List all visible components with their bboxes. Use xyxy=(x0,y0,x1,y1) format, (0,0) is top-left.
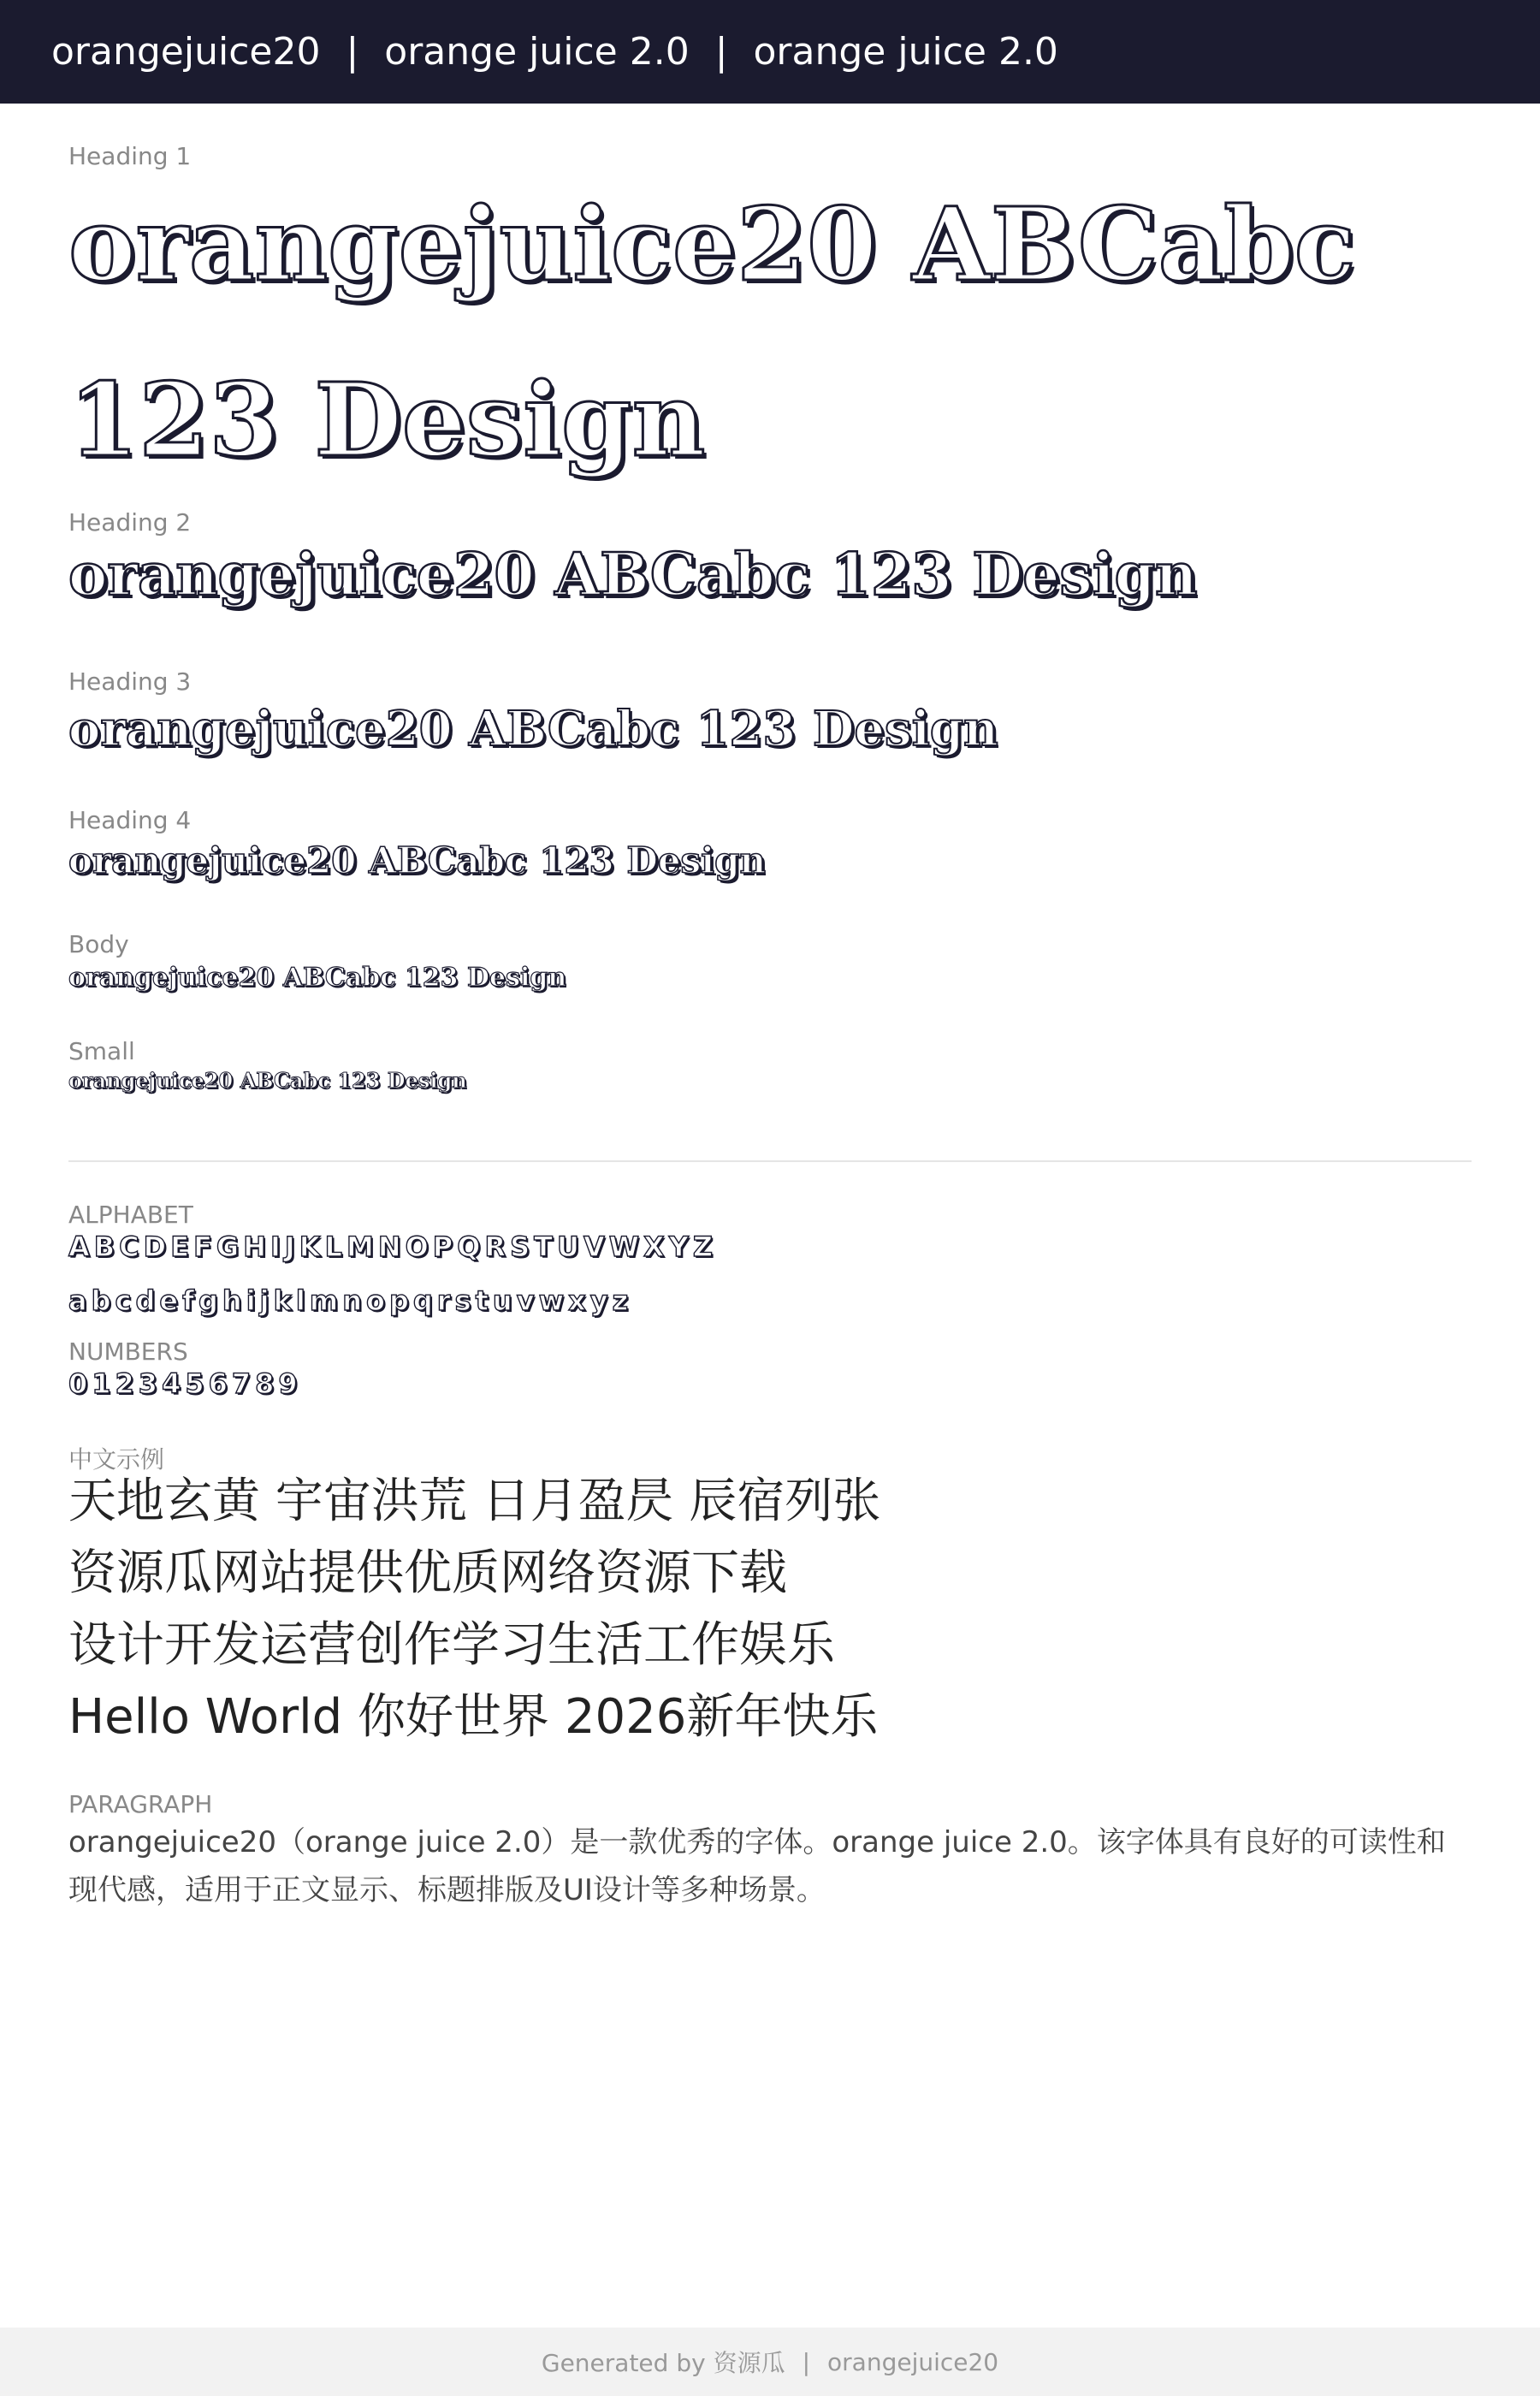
footer-separator: | xyxy=(802,2347,811,2376)
chinese-line-3: 设计开发运营创作学习生活工作娱乐 xyxy=(68,1617,835,1673)
font-name-tertiary: orange juice 2.0 xyxy=(753,30,1058,74)
body-label: Body xyxy=(68,930,129,958)
alphabet-label: ALPHABET xyxy=(68,1201,193,1229)
heading-3-label: Heading 3 xyxy=(68,667,192,696)
numbers-label: NUMBERS xyxy=(68,1337,188,1366)
heading-2-sample: orangejuice20 ABCabc 123 Design xyxy=(68,541,1198,609)
paragraph-text: orangejuice20（orange juice 2.0）是一款优秀的字体。orange juice 2.0。该字体具有良好的可读性和现代感，适用于正文显示、标题排版及UI设计等多种场景。 xyxy=(68,1825,1446,1907)
alphabet-uppercase: ABCDEFGHIJKLMNOPQRSTUVWXYZ xyxy=(68,1231,718,1263)
chinese-label: 中文示例 xyxy=(68,1445,165,1474)
footer-generated-by: Generated by 资源瓜 xyxy=(541,2349,785,2377)
page-header xyxy=(0,0,1540,104)
heading-3-sample: orangejuice20 ABCabc 123 Design xyxy=(68,701,998,757)
small-label: Small xyxy=(68,1037,135,1065)
section-divider xyxy=(68,1160,1472,1162)
font-name-primary: orangejuice20 xyxy=(51,30,321,74)
alphabet-lowercase: abcdefghijklmnopqrstuvwxyz xyxy=(68,1284,633,1317)
heading-4-sample: orangejuice20 ABCabc 123 Design xyxy=(68,839,767,881)
footer-font-name: orangejuice20 xyxy=(827,2347,999,2376)
page-footer xyxy=(0,2328,1540,2396)
chinese-line-1: 天地玄黄 宇宙洪荒 日月盈昃 辰宿列张 xyxy=(68,1474,881,1529)
heading-4-label: Heading 4 xyxy=(68,806,192,834)
header-separator: | xyxy=(714,30,728,74)
header-separator: | xyxy=(346,30,359,74)
paragraph-label: PARAGRAPH xyxy=(68,1790,213,1818)
font-name-secondary: orange juice 2.0 xyxy=(384,30,690,74)
heading-2-label: Heading 2 xyxy=(68,508,192,537)
numbers-digits: 0123456789 xyxy=(68,1367,302,1400)
heading-1-label: Heading 1 xyxy=(68,142,192,170)
chinese-line-2: 资源瓜网站提供优质网络资源下载 xyxy=(68,1545,787,1601)
body-sample: orangejuice20 ABCabc 123 Design xyxy=(68,963,567,993)
chinese-line-4: Hello World 你好世界 2026新年快乐 xyxy=(68,1689,879,1745)
heading-1-sample: orangejuice20 ABCabc 123 Design xyxy=(68,185,1356,479)
small-sample: orangejuice20 ABCabc 123 Design xyxy=(68,1068,467,1093)
